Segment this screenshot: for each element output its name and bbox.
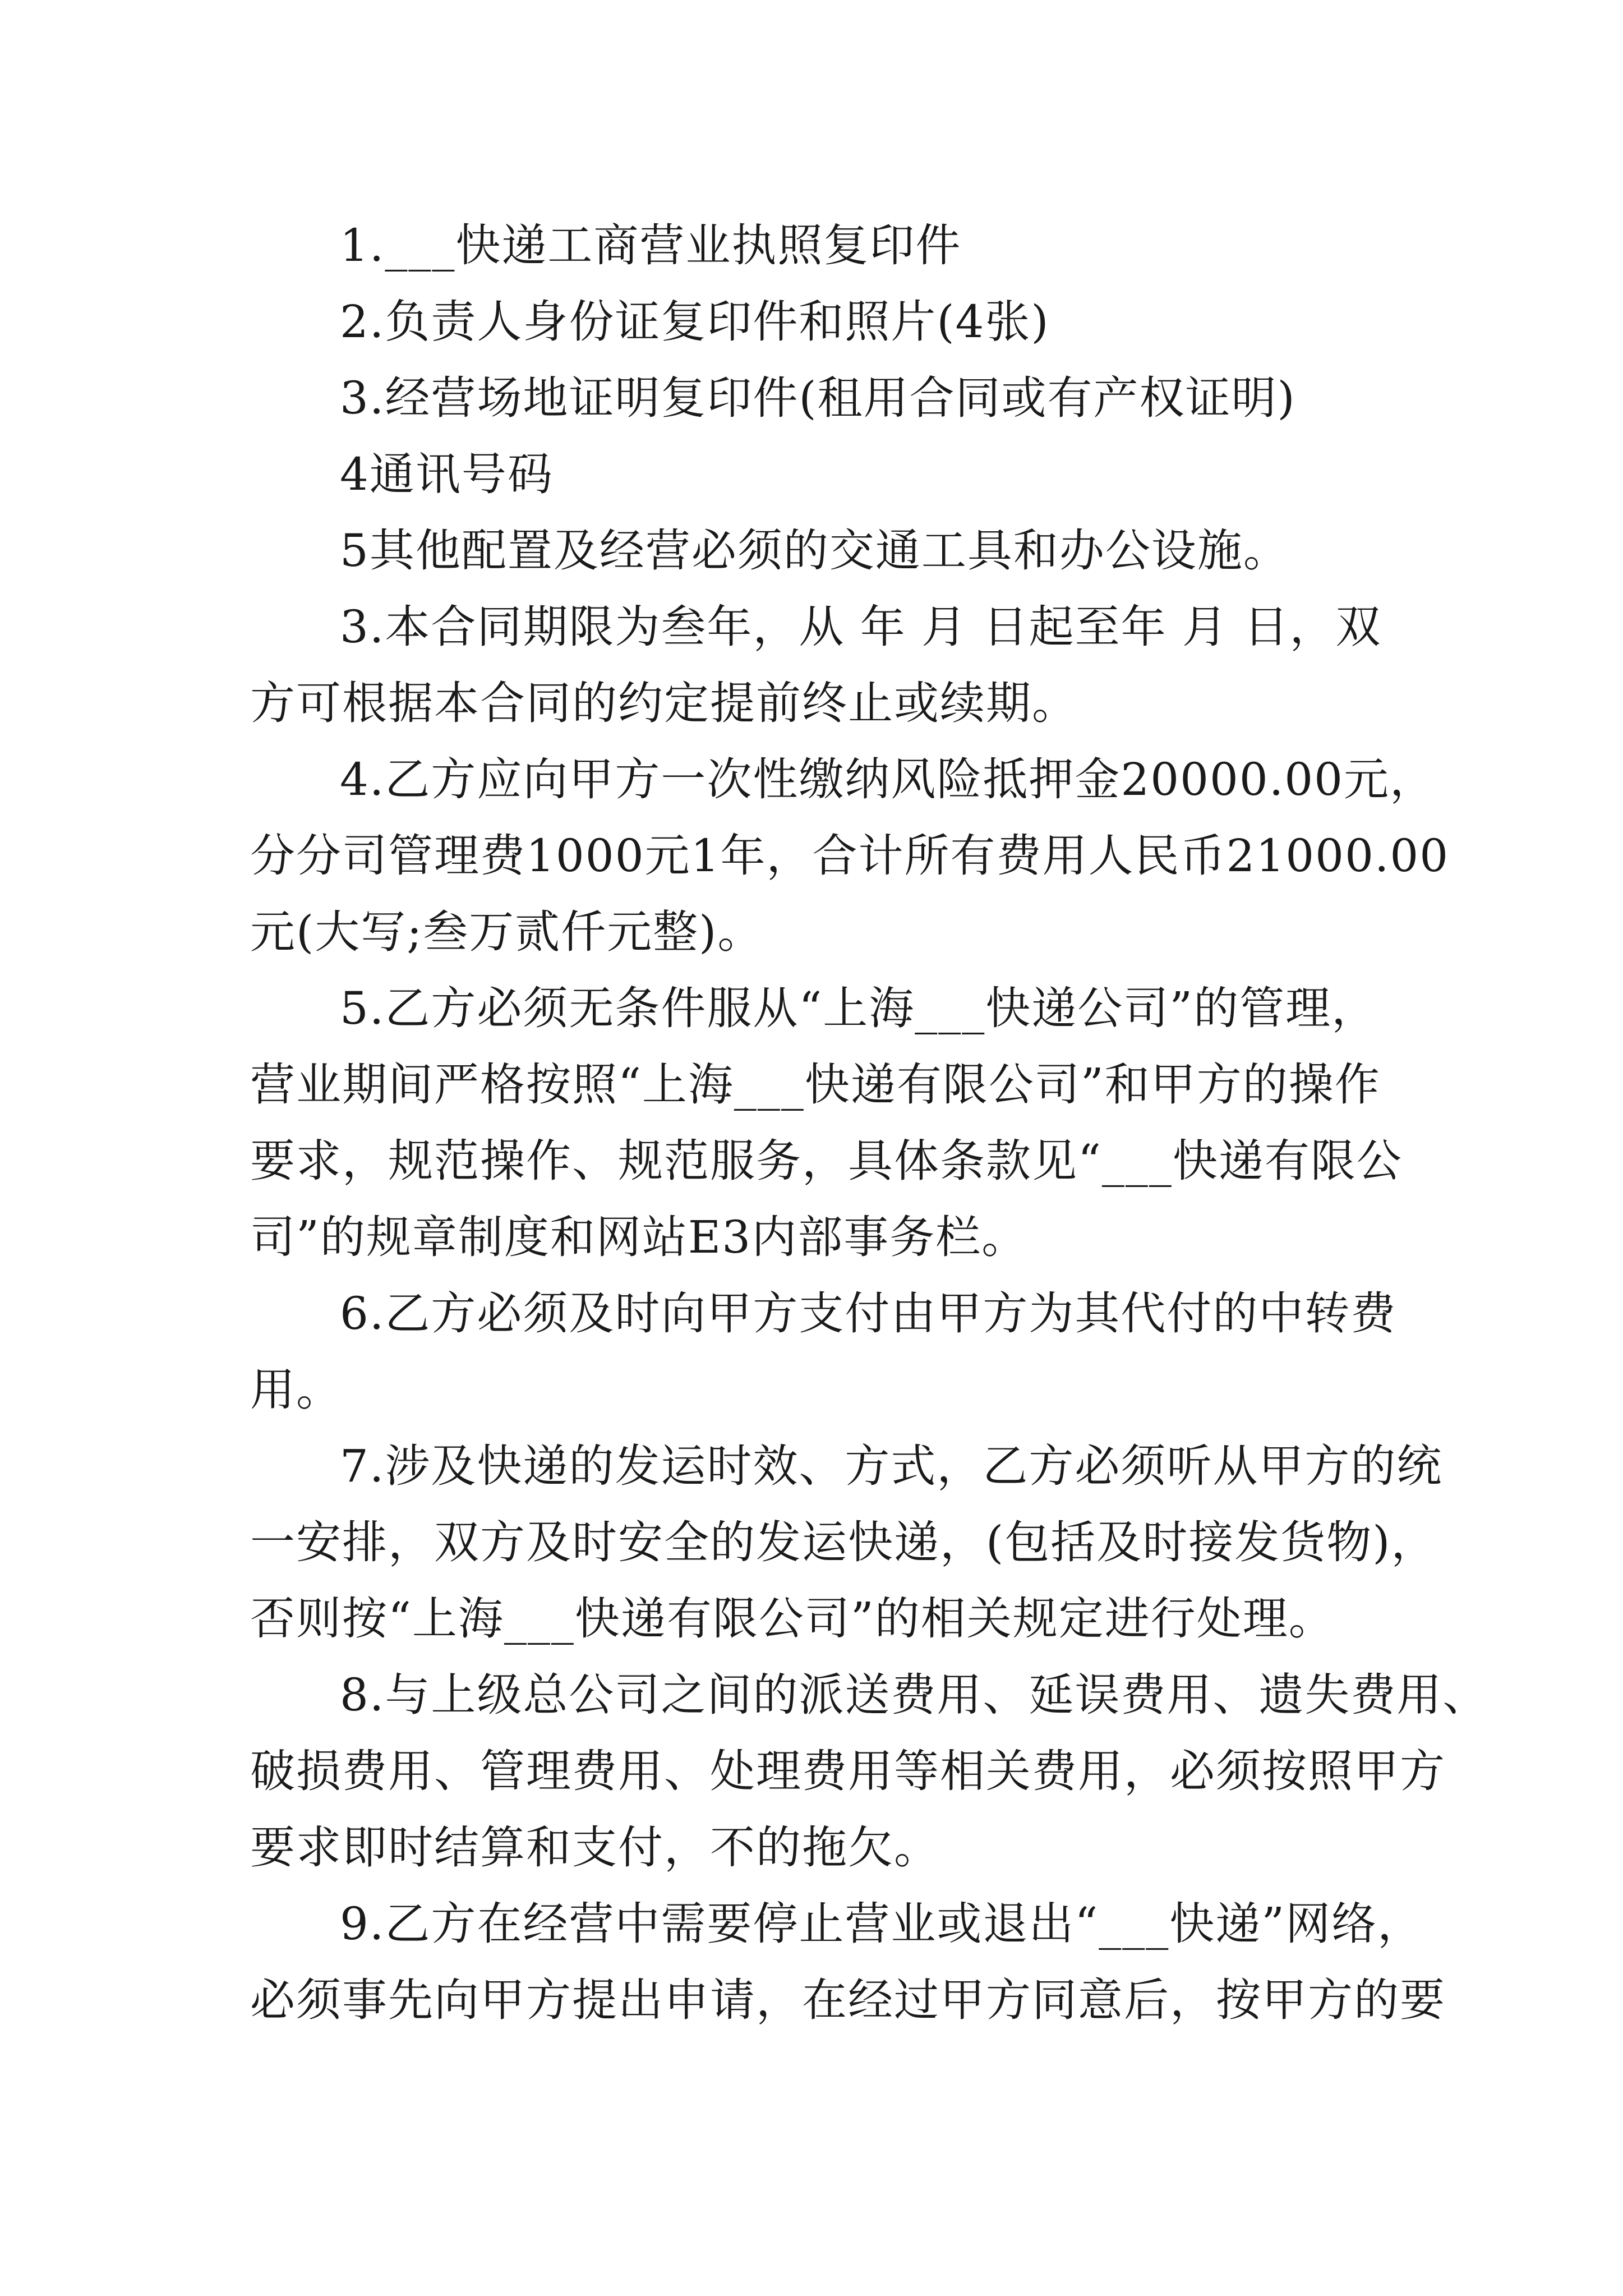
clause-4-line-3: 元(大写;叁万贰仟元整)。 bbox=[250, 906, 764, 958]
clause-5-line-3: 要求，规范操作、规范服务，具体条款见“___快递有限公 bbox=[250, 1135, 1403, 1187]
clause-4-line-2: 分分司管理费1000元1年，合计所有费用人民币21000.00 bbox=[250, 830, 1450, 882]
clause-5-line-4: 司”的规章制度和网站E3内部事务栏。 bbox=[250, 1211, 1028, 1263]
clause-4-line-1: 4.乙方应向甲方一次性缴纳风险抵押金20000.00元， bbox=[340, 753, 1436, 806]
clause-7-line-3: 否则按“上海___快递有限公司”的相关规定进行处理。 bbox=[250, 1593, 1335, 1645]
clause-5-line-1: 5.乙方必须无条件服从“上海___快递公司”的管理， bbox=[340, 982, 1378, 1034]
list-item-phone: 4通讯号码 bbox=[340, 448, 554, 500]
clause-7-line-1: 7.涉及快递的发运时效、方式，乙方必须听从甲方的统 bbox=[340, 1440, 1443, 1492]
clause-7-line-2: 一安排，双方及时安全的发运快递，(包括及时接发货物)， bbox=[250, 1516, 1437, 1568]
clause-5-line-2: 营业期间严格按照“上海___快递有限公司”和甲方的操作 bbox=[250, 1059, 1381, 1111]
clause-6-line-2: 用。 bbox=[250, 1364, 342, 1416]
clause-3-line-2: 方可根据本合同的约定提前终止或续期。 bbox=[250, 677, 1078, 729]
clause-8-line-1: 8.与上级总公司之间的派送费用、延误费用、遗失费用、 bbox=[340, 1669, 1489, 1721]
list-item-equipment: 5其他配置及经营必须的交通工具和办公设施。 bbox=[340, 524, 1289, 577]
clause-3-line-1: 3.本合同期限为叁年，从 年 月 日起至年 月 日，双 bbox=[340, 601, 1382, 653]
list-item-business-license: 1.___快递工商营业执照复印件 bbox=[340, 219, 962, 272]
clause-9-line-1: 9.乙方在经营中需要停止营业或退出“___快递”网络， bbox=[340, 1898, 1424, 1950]
list-item-id-card: 2.负责人身份证复印件和照片(4张) bbox=[340, 296, 1050, 348]
clause-9-line-2: 必须事先向甲方提出申请，在经过甲方同意后，按甲方的要 bbox=[250, 1974, 1446, 2026]
clause-6-line-1: 6.乙方必须及时向甲方支付由甲方为其代付的中转费 bbox=[340, 1287, 1397, 1340]
clause-8-line-2: 破损费用、管理费用、处理费用等相关费用，必须按照甲方 bbox=[250, 1745, 1446, 1797]
document-body bbox=[250, 208, 1489, 2039]
list-item-premises-proof: 3.经营场地证明复印件(租用合同或有产权证明) bbox=[340, 372, 1296, 424]
clause-8-line-3: 要求即时结算和支付，不的拖欠。 bbox=[250, 1821, 940, 1874]
